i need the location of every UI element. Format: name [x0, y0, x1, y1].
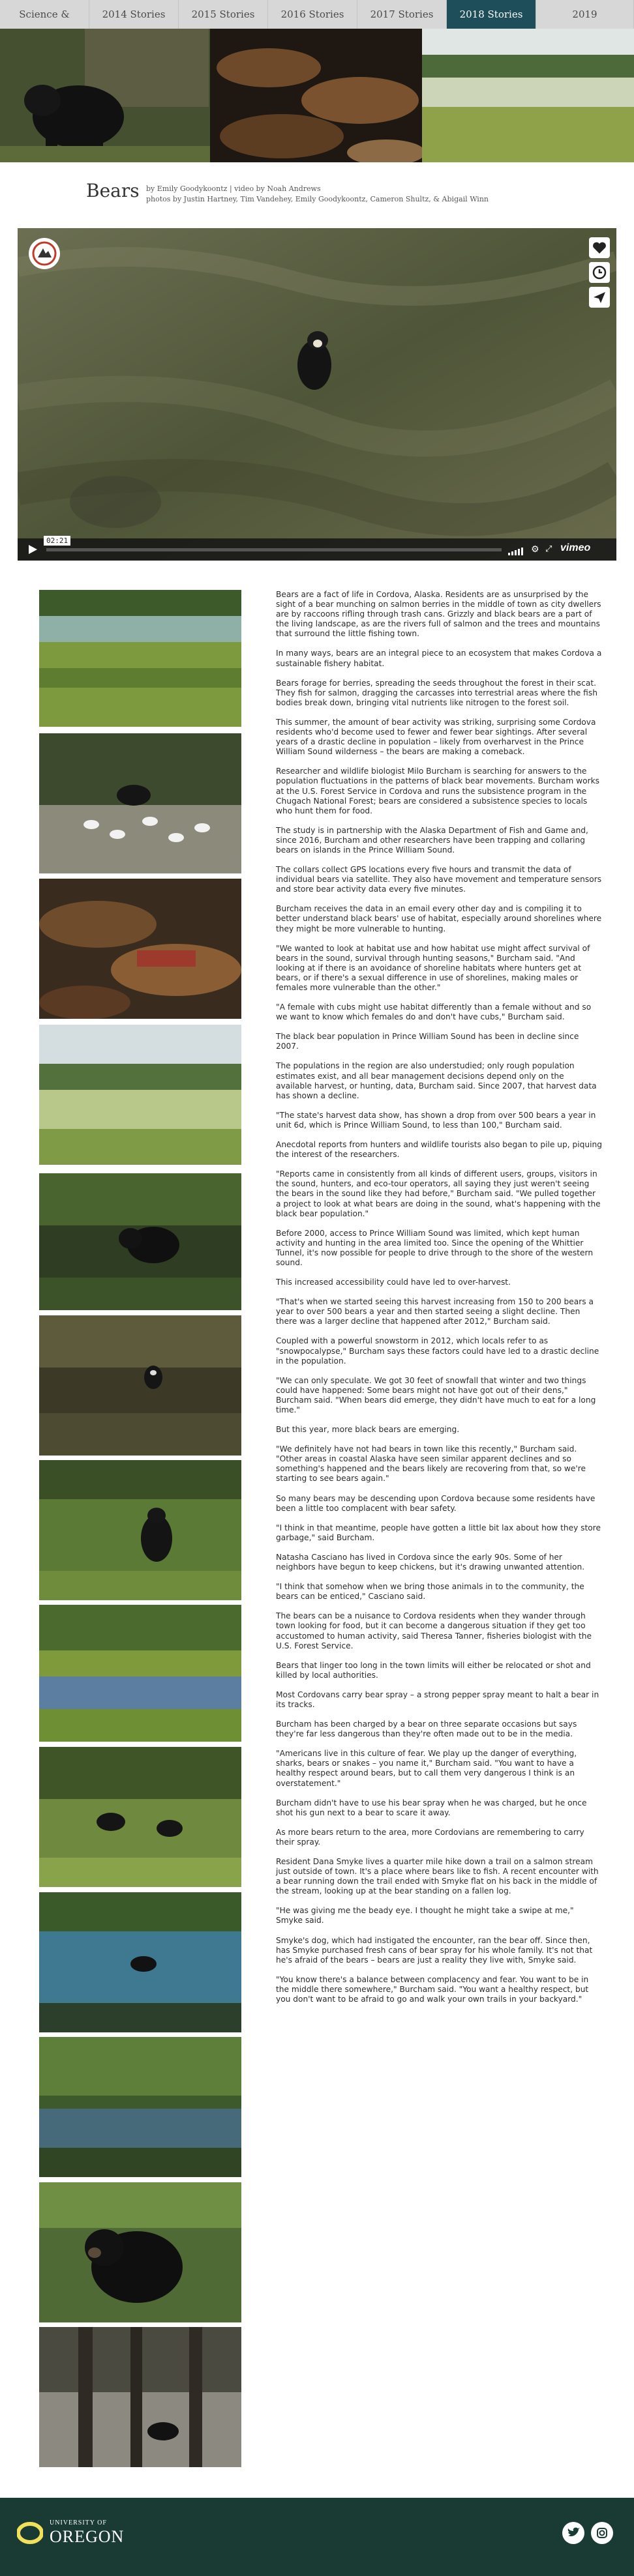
byline-photos: photos by Justin Hartney, Tim Vandehey, Emily Goodykoontz, Cameron Shultz, & Abigail Winn	[146, 195, 489, 203]
twitter-link[interactable]	[562, 2522, 584, 2544]
clock-icon	[589, 262, 610, 283]
paragraph: The collars collect GPS locations every five hours and transmit the data of individual bears via satellite. They also have movement and temperature sensors and store bear activity data every five minutes.	[276, 865, 602, 894]
paragraph: "Reports came in consistently from all kinds of different users, groups, visitors in the sound, hunters, and eco-tour operators, all saying they just weren't seeing the bears in the sound like they had before," Burcham said. "We pulled together a project to look at what bears are doing in the sound, what's happening with the black bear population."	[276, 1169, 601, 1218]
paragraph: This summer, the amount of bear activity was striking, surprising some Cordova residents who'd become used to fewer and fewer bear sightings. After several years of a drastic decline in population – likely from overharvest in the Prince William Sound wilderness – the bears are making a comeback.	[276, 717, 596, 757]
paragraph: The populations in the region are also understudied; only rough population estimates exist, and all bear management decisions depend only on the available harvest, or hunting, data, Burcham said. Since 2007, that harvest data has shown a decline.	[276, 1061, 597, 1100]
paragraph: "We definitely have not had bears in town like this recently," Burcham said. "Other areas in coastal Alaska have seen similar apparent declines and so something's happened and the bears likely are recovering from that, so we're starting to see bears again."	[276, 1444, 586, 1484]
top-nav	[0, 0, 634, 29]
paragraph: Anecdotal reports from hunters and wildlife tourists also began to pile up, piquing the interest of the researchers.	[276, 1140, 602, 1160]
channel-logo[interactable]	[29, 238, 60, 269]
footer-org-line2: OREGON	[50, 2527, 125, 2546]
paragraph: "We wanted to look at habitat use and how habitat use might affect survival of bears in the sound, survival through hunting seasons," Burcham said. "And looking at if there is an avoidance of shoreline habitats where hunters get at bears, or if there's a sexual difference in use of shorelines, making males or females more vulnerable than the other."	[276, 943, 590, 992]
paragraph: "He was giving me the beady eye. I thought he might take a swipe at me," Smyke said.	[276, 1906, 574, 1925]
video-controls	[18, 538, 616, 561]
photo-bear-portrait	[39, 2182, 241, 2322]
paragraph: Burcham didn't have to use his bear spray when he was charged, but he once shot his gun next to a bear to scare it away.	[276, 1798, 587, 1817]
paragraph: Most Cordovans carry bear spray – a strong pepper spray meant to halt a bear in its tracks.	[276, 1690, 599, 1709]
video-frame	[18, 228, 616, 561]
watch-later-button[interactable]	[589, 262, 610, 283]
paragraph: Researcher and wildlife biologist Milo Burcham is searching for answers to the population fluctuations in the patterns of black bear movements. Burcham works at the U.S. Forest Service in Cordova and runs the subsistence program in the Chugach National Forest; bears are considered a subsistence species to locals who hunt them for food.	[276, 767, 599, 815]
bear-photo	[0, 29, 210, 162]
paragraph: Before 2000, access to Prince William Sound was limited, which kept human activity and hunting in the area limited too. Since the opening of the Whittier Tunnel, it's now possible for people to drive through to the shore of the western sound.	[276, 1228, 594, 1267]
tab-2017-stories[interactable]: 2017 Stories	[357, 0, 447, 29]
paragraph: Smyke's dog, which had instigated the encounter, ran the bear off. Since then, has Smyke purchased fresh cans of bear spray for his whole family. It's not that he's afraid of the bears – bears are just a reality they live with, Smyke said.	[276, 1935, 593, 1965]
channel-logo-icon	[29, 238, 60, 269]
paragraph: Bears forage for berries, spreading the seeds throughout the forest in their scat. They fish for salmon, dragging the carcasses into terrestrial areas where the fish bodies break down, bringing vital nutrients like nitrogen to the forest soil.	[276, 678, 597, 707]
paragraph: "That's when we started seeing this harvest increasing from 150 to 200 bears a year to over 500 bears a year and then started seeing a slight decline. Then there was a larger decline that happened after 2012," Burcham said.	[276, 1297, 594, 1326]
paragraph: "Americans live in this culture of fear. We play up the danger of everything, sharks, bears or snakes – you name it," Burcham said. "You want to have a healthy respect around bears, but to call them very dangerous I think is an overstatement."	[276, 1749, 577, 1788]
story-header	[86, 175, 582, 214]
photo-dock	[39, 2327, 241, 2467]
settings-icon[interactable]: ⚙	[531, 544, 539, 555]
play-icon	[27, 544, 38, 555]
instagram-icon	[591, 2522, 613, 2544]
banner-photo-skiffs	[210, 29, 422, 162]
paragraph: "A female with cubs might use habitat differently than a female without and so we want to know which females do and don't have cubs," Burcham said.	[276, 1003, 592, 1022]
tab-2014-stories[interactable]: 2014 Stories	[89, 0, 179, 29]
share-button[interactable]	[589, 287, 610, 308]
play-button[interactable]	[27, 544, 38, 555]
article-photo-8	[39, 1605, 241, 1742]
article-photo-11	[39, 2037, 241, 2177]
article-photo-5	[39, 1173, 241, 1310]
send-icon	[589, 287, 610, 308]
banner-photo-wetland	[422, 29, 634, 162]
article-photo-13	[39, 2327, 241, 2467]
uo-logo-icon[interactable]	[17, 2520, 43, 2546]
photo-forest-stream	[39, 2037, 241, 2177]
paragraph: The bears can be a nuisance to Cordova residents when they wander through town looking for food, but it can become a dangerous situation if they get too accustomed to human activity, said Theresa Tanner, fisheries biologist with the U.S. Forest Service.	[276, 1611, 592, 1650]
progress-bar[interactable]	[46, 548, 502, 551]
paragraph: "I think in that meantime, people have gotten a little bit lax about how they store garbage," said Burcham.	[276, 1523, 601, 1542]
photo-bear-field	[39, 1460, 241, 1600]
tab-2019[interactable]: 2019	[536, 0, 634, 29]
paragraph: In many ways, bears are an integral piece to an ecosystem that makes Cordova a sustainable fishery habitat.	[276, 649, 602, 668]
paragraph: Resident Dana Smyke lives a quarter mile hike down a trail on a salmon stream just outside of town. It's a place where bears like to fish. A recent encounter with a bear running down the trail ended with Smyke flat on his back in the middle of the stream, looking up at the bear standing on a fallen log.	[276, 1857, 599, 1896]
photo-boats	[39, 879, 241, 1019]
article-photo-1	[39, 590, 241, 727]
video-player[interactable]	[18, 228, 616, 561]
like-button[interactable]	[589, 237, 610, 258]
page-title: Bears	[86, 180, 140, 201]
article-photo-12	[39, 2182, 241, 2322]
paragraph: "We can only speculate. We got 30 feet of snowfall that winter and two things could have happened: Some bears might not have got out of their dens," Burcham said. "When bears did emerge, they didn't have much to eat for a long time."	[276, 1375, 596, 1414]
article-body	[276, 590, 602, 2014]
photo-grass-water	[39, 1605, 241, 1742]
paragraph: Coupled with a powerful snowstorm in 2012, which locals refer to as "snowpocalypse," Burcham says these factors could have led to a drastic decline in the population.	[276, 1336, 599, 1366]
timestamp-label: 02:21	[44, 536, 70, 546]
paragraph: The black bear population in Prince William Sound has been in decline since 2007.	[276, 1032, 579, 1051]
photo-gulls	[39, 733, 241, 873]
banner-photo-strip	[0, 29, 634, 162]
byline	[146, 184, 489, 205]
tab-science-memory[interactable]: Science &	[0, 0, 89, 29]
paragraph: Natasha Casciano has lived in Cordova since the early 90s. Some of her neighbors have begun to keep chickens, but it's drawing unwanted attention.	[276, 1552, 585, 1572]
site-footer	[0, 2498, 634, 2576]
vimeo-logo[interactable]: vimeo	[560, 542, 591, 553]
footer-org-line1: UNIVERSITY OF	[50, 2519, 107, 2526]
photo-bear-forest	[39, 1173, 241, 1310]
photo-riverbank	[39, 590, 241, 727]
article-photo-6	[39, 1315, 241, 1456]
paragraph: "You know there's a balance between complacency and fear. You want to be in the middle there somewhere," Burcham said. "You want a healthy respect, but you don't want to be afraid to go and walk your own trails in your backyard."	[276, 1974, 589, 2004]
paragraph: This increased accessibility could have led to over-harvest.	[276, 1278, 511, 1287]
paragraph: Burcham has been charged by a bear on three separate occasions but says they're far less dangerous than they're often made out to be in the media.	[276, 1720, 577, 1739]
banner-photo-bear	[0, 29, 210, 162]
photo-meadow	[39, 1025, 241, 1165]
paragraph: Bears that linger too long in the town limits will either be relocated or shot and killed by local authorities.	[276, 1660, 591, 1680]
photo-stream	[39, 1892, 241, 2032]
photo-bears-meadow	[39, 1747, 241, 1887]
skiffs-photo	[210, 29, 422, 162]
article-photo-7	[39, 1460, 241, 1600]
paragraph: Bears are a fact of life in Cordova, Alaska. Residents are as unsurprised by the sight of a bear munching on salmon berries in the middle of town as city dwellers are by raccoons rifling through trash cans. Grizzly and black bears are a part of the living landscape, as are the rivers full of salmon and the trees and mountains that surround the little fishing town.	[276, 590, 601, 639]
fullscreen-icon[interactable]: ⤢	[545, 544, 552, 554]
paragraph: "The state's harvest data show, has shown a drop from over 500 bears a year in unit 6d, which is Prince William Sound, to less than 100," Burcham said.	[276, 1110, 596, 1130]
article-photo-4	[39, 1025, 241, 1165]
tab-2018-stories[interactable]: 2018 Stories	[447, 0, 536, 29]
paragraph: But this year, more black bears are emerging.	[276, 1425, 460, 1435]
instagram-link[interactable]	[591, 2522, 613, 2544]
article-photo-3	[39, 879, 241, 1019]
photo-bear-grass	[39, 1315, 241, 1456]
byline-authors: by Emily Goodykoontz | video by Noah Andrews	[146, 184, 321, 193]
wetland-photo	[422, 29, 634, 162]
article-photo-9	[39, 1747, 241, 1887]
twitter-icon	[562, 2522, 584, 2544]
paragraph: So many bears may be descending upon Cordova because some residents have been a little too complacent with bear safety.	[276, 1493, 596, 1513]
paragraph: Burcham receives the data in an email every other day and is compiling it to better understand black bears' use of habitat, especially around shorelines where they might be more vulnerable to hunting.	[276, 904, 602, 933]
article-photo-2	[39, 733, 241, 873]
tab-2016-stories[interactable]: 2016 Stories	[268, 0, 357, 29]
paragraph: The study is in partnership with the Alaska Department of Fish and Game and, since 2016, Burcham and other researchers have been trapping and collaring bears on islands in the Prince William Sound.	[276, 825, 588, 855]
paragraph: As more bears return to the area, more Cordovians are remembering to carry their spray.	[276, 1827, 584, 1847]
article-photo-10	[39, 1892, 241, 2032]
volume-icon[interactable]	[508, 546, 525, 558]
tab-2015-stories[interactable]: 2015 Stories	[179, 0, 268, 29]
heart-icon	[589, 237, 610, 258]
paragraph: "I think that somehow when we bring those animals in to the community, the bears can be enticed," Casciano said.	[276, 1582, 584, 1602]
